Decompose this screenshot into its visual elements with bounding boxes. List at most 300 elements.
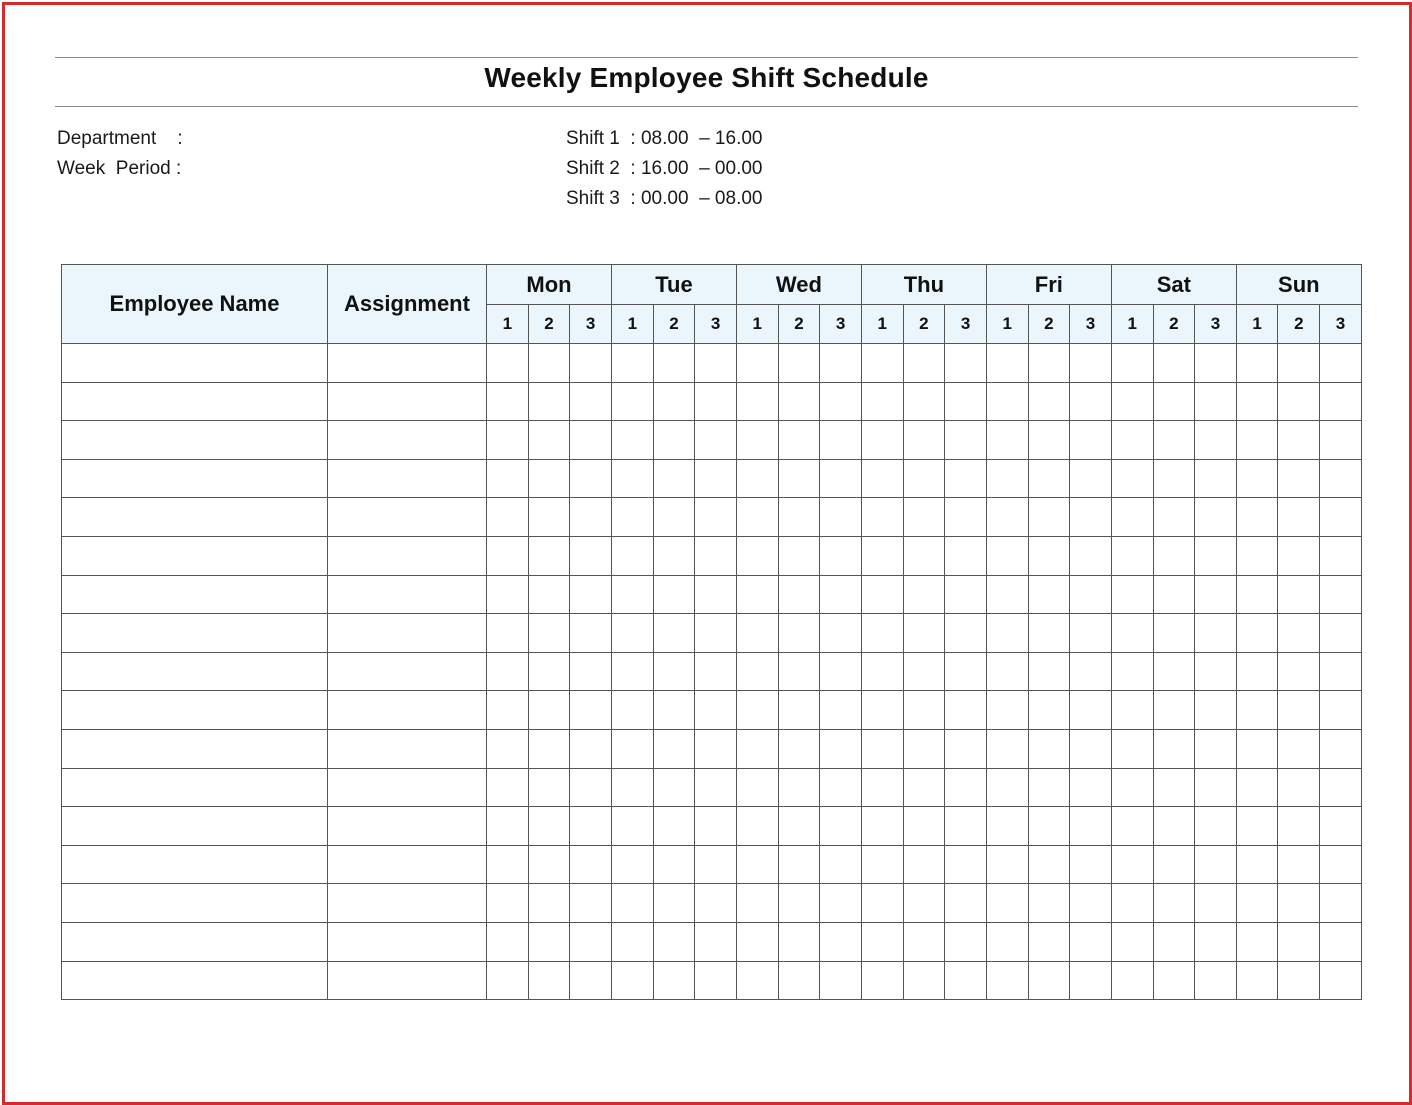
shift-cell[interactable] [487, 575, 529, 614]
shift-cell[interactable] [1111, 498, 1153, 537]
shift-cell[interactable] [611, 768, 653, 807]
shift-cell[interactable] [1028, 382, 1070, 421]
employee-name-cell[interactable] [62, 961, 328, 1000]
shift-cell[interactable] [528, 845, 570, 884]
shift-cell[interactable] [528, 961, 570, 1000]
employee-name-cell[interactable] [62, 421, 328, 460]
shift-cell[interactable] [778, 884, 820, 923]
shift-cell[interactable] [1028, 614, 1070, 653]
shift-cell[interactable] [570, 536, 612, 575]
shift-cell[interactable] [1028, 652, 1070, 691]
shift-cell[interactable] [570, 421, 612, 460]
assignment-cell[interactable] [328, 614, 487, 653]
shift-cell[interactable] [487, 344, 529, 383]
shift-cell[interactable] [487, 614, 529, 653]
shift-cell[interactable] [528, 459, 570, 498]
shift-cell[interactable] [1195, 459, 1237, 498]
shift-cell[interactable] [1320, 421, 1362, 460]
shift-cell[interactable] [778, 652, 820, 691]
shift-cell[interactable] [528, 768, 570, 807]
shift-cell[interactable] [487, 729, 529, 768]
shift-cell[interactable] [1320, 382, 1362, 421]
shift-cell[interactable] [986, 922, 1028, 961]
shift-cell[interactable] [861, 536, 903, 575]
shift-cell[interactable] [986, 382, 1028, 421]
shift-cell[interactable] [986, 845, 1028, 884]
shift-cell[interactable] [487, 768, 529, 807]
shift-cell[interactable] [1028, 884, 1070, 923]
shift-cell[interactable] [861, 961, 903, 1000]
employee-name-cell[interactable] [62, 922, 328, 961]
shift-cell[interactable] [1028, 459, 1070, 498]
shift-cell[interactable] [1320, 459, 1362, 498]
shift-cell[interactable] [570, 922, 612, 961]
assignment-cell[interactable] [328, 344, 487, 383]
shift-cell[interactable] [986, 614, 1028, 653]
shift-cell[interactable] [1070, 691, 1112, 730]
shift-cell[interactable] [736, 652, 778, 691]
shift-cell[interactable] [986, 691, 1028, 730]
shift-cell[interactable] [487, 845, 529, 884]
shift-cell[interactable] [1153, 807, 1195, 846]
shift-cell[interactable] [695, 961, 737, 1000]
shift-cell[interactable] [778, 344, 820, 383]
shift-cell[interactable] [903, 884, 945, 923]
shift-cell[interactable] [1070, 459, 1112, 498]
shift-cell[interactable] [611, 922, 653, 961]
shift-cell[interactable] [487, 652, 529, 691]
employee-name-cell[interactable] [62, 884, 328, 923]
shift-cell[interactable] [611, 575, 653, 614]
shift-cell[interactable] [778, 459, 820, 498]
shift-cell[interactable] [1320, 845, 1362, 884]
shift-cell[interactable] [778, 691, 820, 730]
shift-cell[interactable] [528, 382, 570, 421]
shift-cell[interactable] [861, 768, 903, 807]
shift-cell[interactable] [986, 344, 1028, 383]
shift-cell[interactable] [1236, 536, 1278, 575]
shift-cell[interactable] [1153, 845, 1195, 884]
shift-cell[interactable] [1195, 614, 1237, 653]
shift-cell[interactable] [1278, 768, 1320, 807]
shift-cell[interactable] [736, 614, 778, 653]
shift-cell[interactable] [903, 459, 945, 498]
shift-cell[interactable] [570, 884, 612, 923]
shift-cell[interactable] [1320, 729, 1362, 768]
shift-cell[interactable] [1195, 768, 1237, 807]
shift-cell[interactable] [1028, 807, 1070, 846]
shift-cell[interactable] [1111, 459, 1153, 498]
shift-cell[interactable] [945, 344, 987, 383]
shift-cell[interactable] [487, 961, 529, 1000]
shift-cell[interactable] [1111, 845, 1153, 884]
shift-cell[interactable] [820, 845, 862, 884]
shift-cell[interactable] [487, 459, 529, 498]
shift-cell[interactable] [1070, 652, 1112, 691]
shift-cell[interactable] [903, 382, 945, 421]
shift-cell[interactable] [611, 691, 653, 730]
shift-cell[interactable] [1070, 807, 1112, 846]
shift-cell[interactable] [1111, 421, 1153, 460]
shift-cell[interactable] [1320, 652, 1362, 691]
shift-cell[interactable] [1236, 729, 1278, 768]
shift-cell[interactable] [861, 729, 903, 768]
shift-cell[interactable] [986, 459, 1028, 498]
shift-cell[interactable] [903, 961, 945, 1000]
shift-cell[interactable] [778, 768, 820, 807]
shift-cell[interactable] [695, 691, 737, 730]
shift-cell[interactable] [695, 344, 737, 383]
shift-cell[interactable] [611, 536, 653, 575]
shift-cell[interactable] [570, 652, 612, 691]
shift-cell[interactable] [487, 498, 529, 537]
shift-cell[interactable] [611, 884, 653, 923]
employee-name-cell[interactable] [62, 807, 328, 846]
shift-cell[interactable] [945, 421, 987, 460]
shift-cell[interactable] [778, 536, 820, 575]
shift-cell[interactable] [861, 614, 903, 653]
shift-cell[interactable] [1153, 961, 1195, 1000]
shift-cell[interactable] [1195, 961, 1237, 1000]
shift-cell[interactable] [570, 459, 612, 498]
shift-cell[interactable] [611, 459, 653, 498]
shift-cell[interactable] [611, 807, 653, 846]
shift-cell[interactable] [820, 691, 862, 730]
shift-cell[interactable] [861, 807, 903, 846]
shift-cell[interactable] [695, 768, 737, 807]
shift-cell[interactable] [986, 498, 1028, 537]
shift-cell[interactable] [1070, 344, 1112, 383]
assignment-cell[interactable] [328, 729, 487, 768]
shift-cell[interactable] [528, 807, 570, 846]
shift-cell[interactable] [736, 729, 778, 768]
shift-cell[interactable] [778, 807, 820, 846]
shift-cell[interactable] [1070, 768, 1112, 807]
shift-cell[interactable] [653, 344, 695, 383]
shift-cell[interactable] [778, 382, 820, 421]
shift-cell[interactable] [820, 382, 862, 421]
shift-cell[interactable] [820, 807, 862, 846]
shift-cell[interactable] [1236, 922, 1278, 961]
shift-cell[interactable] [1028, 536, 1070, 575]
shift-cell[interactable] [820, 421, 862, 460]
shift-cell[interactable] [528, 536, 570, 575]
shift-cell[interactable] [903, 768, 945, 807]
shift-cell[interactable] [695, 922, 737, 961]
shift-cell[interactable] [1111, 884, 1153, 923]
shift-cell[interactable] [1153, 922, 1195, 961]
shift-cell[interactable] [903, 614, 945, 653]
shift-cell[interactable] [736, 845, 778, 884]
shift-cell[interactable] [903, 691, 945, 730]
shift-cell[interactable] [487, 382, 529, 421]
shift-cell[interactable] [528, 421, 570, 460]
shift-cell[interactable] [1236, 575, 1278, 614]
shift-cell[interactable] [1153, 382, 1195, 421]
shift-cell[interactable] [1111, 344, 1153, 383]
shift-cell[interactable] [570, 344, 612, 383]
shift-cell[interactable] [570, 691, 612, 730]
employee-name-cell[interactable] [62, 382, 328, 421]
shift-cell[interactable] [570, 845, 612, 884]
shift-cell[interactable] [1236, 652, 1278, 691]
shift-cell[interactable] [653, 382, 695, 421]
shift-cell[interactable] [653, 459, 695, 498]
shift-cell[interactable] [736, 344, 778, 383]
shift-cell[interactable] [1153, 884, 1195, 923]
shift-cell[interactable] [820, 652, 862, 691]
employee-name-cell[interactable] [62, 729, 328, 768]
shift-cell[interactable] [570, 768, 612, 807]
assignment-cell[interactable] [328, 922, 487, 961]
shift-cell[interactable] [736, 922, 778, 961]
shift-cell[interactable] [1195, 845, 1237, 884]
shift-cell[interactable] [903, 845, 945, 884]
shift-cell[interactable] [1320, 961, 1362, 1000]
shift-cell[interactable] [1153, 498, 1195, 537]
shift-cell[interactable] [570, 382, 612, 421]
shift-cell[interactable] [1153, 421, 1195, 460]
shift-cell[interactable] [1111, 961, 1153, 1000]
shift-cell[interactable] [778, 845, 820, 884]
shift-cell[interactable] [653, 807, 695, 846]
shift-cell[interactable] [611, 961, 653, 1000]
shift-cell[interactable] [1070, 498, 1112, 537]
shift-cell[interactable] [653, 922, 695, 961]
shift-cell[interactable] [861, 421, 903, 460]
shift-cell[interactable] [945, 691, 987, 730]
shift-cell[interactable] [1153, 652, 1195, 691]
shift-cell[interactable] [778, 961, 820, 1000]
shift-cell[interactable] [736, 459, 778, 498]
shift-cell[interactable] [945, 845, 987, 884]
shift-cell[interactable] [861, 884, 903, 923]
shift-cell[interactable] [695, 729, 737, 768]
shift-cell[interactable] [1320, 768, 1362, 807]
shift-cell[interactable] [653, 768, 695, 807]
shift-cell[interactable] [653, 614, 695, 653]
shift-cell[interactable] [861, 459, 903, 498]
employee-name-cell[interactable] [62, 614, 328, 653]
shift-cell[interactable] [1028, 575, 1070, 614]
shift-cell[interactable] [986, 575, 1028, 614]
shift-cell[interactable] [1070, 614, 1112, 653]
shift-cell[interactable] [1236, 421, 1278, 460]
shift-cell[interactable] [695, 382, 737, 421]
shift-cell[interactable] [1278, 575, 1320, 614]
shift-cell[interactable] [1195, 421, 1237, 460]
shift-cell[interactable] [1278, 652, 1320, 691]
shift-cell[interactable] [945, 807, 987, 846]
employee-name-cell[interactable] [62, 652, 328, 691]
shift-cell[interactable] [820, 922, 862, 961]
shift-cell[interactable] [903, 536, 945, 575]
shift-cell[interactable] [528, 922, 570, 961]
shift-cell[interactable] [1070, 382, 1112, 421]
shift-cell[interactable] [820, 961, 862, 1000]
shift-cell[interactable] [778, 922, 820, 961]
shift-cell[interactable] [1236, 961, 1278, 1000]
shift-cell[interactable] [1320, 498, 1362, 537]
shift-cell[interactable] [986, 884, 1028, 923]
shift-cell[interactable] [695, 498, 737, 537]
shift-cell[interactable] [653, 498, 695, 537]
shift-cell[interactable] [1278, 691, 1320, 730]
shift-cell[interactable] [528, 729, 570, 768]
shift-cell[interactable] [653, 961, 695, 1000]
assignment-cell[interactable] [328, 421, 487, 460]
shift-cell[interactable] [1195, 575, 1237, 614]
shift-cell[interactable] [778, 614, 820, 653]
shift-cell[interactable] [653, 575, 695, 614]
shift-cell[interactable] [487, 691, 529, 730]
shift-cell[interactable] [1278, 807, 1320, 846]
shift-cell[interactable] [611, 421, 653, 460]
shift-cell[interactable] [1320, 691, 1362, 730]
shift-cell[interactable] [1153, 459, 1195, 498]
shift-cell[interactable] [903, 807, 945, 846]
shift-cell[interactable] [820, 498, 862, 537]
shift-cell[interactable] [986, 961, 1028, 1000]
shift-cell[interactable] [1236, 498, 1278, 537]
shift-cell[interactable] [1028, 961, 1070, 1000]
shift-cell[interactable] [695, 421, 737, 460]
assignment-cell[interactable] [328, 575, 487, 614]
shift-cell[interactable] [736, 807, 778, 846]
shift-cell[interactable] [1236, 382, 1278, 421]
assignment-cell[interactable] [328, 961, 487, 1000]
shift-cell[interactable] [986, 536, 1028, 575]
shift-cell[interactable] [1070, 575, 1112, 614]
shift-cell[interactable] [570, 961, 612, 1000]
shift-cell[interactable] [570, 498, 612, 537]
shift-cell[interactable] [653, 729, 695, 768]
assignment-cell[interactable] [328, 382, 487, 421]
shift-cell[interactable] [820, 729, 862, 768]
shift-cell[interactable] [1111, 536, 1153, 575]
shift-cell[interactable] [1278, 344, 1320, 383]
shift-cell[interactable] [653, 652, 695, 691]
shift-cell[interactable] [861, 344, 903, 383]
shift-cell[interactable] [903, 922, 945, 961]
shift-cell[interactable] [528, 691, 570, 730]
shift-cell[interactable] [903, 729, 945, 768]
shift-cell[interactable] [1236, 807, 1278, 846]
shift-cell[interactable] [1028, 344, 1070, 383]
shift-cell[interactable] [653, 691, 695, 730]
shift-cell[interactable] [1195, 884, 1237, 923]
shift-cell[interactable] [945, 884, 987, 923]
shift-cell[interactable] [736, 575, 778, 614]
shift-cell[interactable] [1195, 922, 1237, 961]
employee-name-cell[interactable] [62, 768, 328, 807]
shift-cell[interactable] [528, 614, 570, 653]
shift-cell[interactable] [1278, 421, 1320, 460]
shift-cell[interactable] [1153, 729, 1195, 768]
shift-cell[interactable] [1111, 691, 1153, 730]
shift-cell[interactable] [611, 344, 653, 383]
shift-cell[interactable] [611, 498, 653, 537]
shift-cell[interactable] [778, 729, 820, 768]
shift-cell[interactable] [1153, 344, 1195, 383]
shift-cell[interactable] [695, 807, 737, 846]
shift-cell[interactable] [778, 498, 820, 537]
shift-cell[interactable] [1070, 536, 1112, 575]
shift-cell[interactable] [1320, 922, 1362, 961]
employee-name-cell[interactable] [62, 575, 328, 614]
shift-cell[interactable] [1278, 459, 1320, 498]
shift-cell[interactable] [1278, 536, 1320, 575]
shift-cell[interactable] [528, 344, 570, 383]
shift-cell[interactable] [653, 536, 695, 575]
shift-cell[interactable] [820, 614, 862, 653]
shift-cell[interactable] [903, 421, 945, 460]
shift-cell[interactable] [736, 382, 778, 421]
shift-cell[interactable] [736, 884, 778, 923]
shift-cell[interactable] [1070, 922, 1112, 961]
shift-cell[interactable] [695, 884, 737, 923]
employee-name-cell[interactable] [62, 498, 328, 537]
shift-cell[interactable] [487, 884, 529, 923]
employee-name-cell[interactable] [62, 459, 328, 498]
shift-cell[interactable] [1320, 884, 1362, 923]
shift-cell[interactable] [1111, 768, 1153, 807]
shift-cell[interactable] [570, 575, 612, 614]
shift-cell[interactable] [1278, 729, 1320, 768]
shift-cell[interactable] [1320, 807, 1362, 846]
shift-cell[interactable] [653, 421, 695, 460]
shift-cell[interactable] [611, 845, 653, 884]
shift-cell[interactable] [1028, 498, 1070, 537]
shift-cell[interactable] [1028, 845, 1070, 884]
shift-cell[interactable] [1111, 922, 1153, 961]
assignment-cell[interactable] [328, 652, 487, 691]
shift-cell[interactable] [695, 845, 737, 884]
shift-cell[interactable] [736, 961, 778, 1000]
assignment-cell[interactable] [328, 845, 487, 884]
assignment-cell[interactable] [328, 691, 487, 730]
shift-cell[interactable] [1278, 614, 1320, 653]
shift-cell[interactable] [1236, 344, 1278, 383]
shift-cell[interactable] [1278, 845, 1320, 884]
shift-cell[interactable] [1153, 614, 1195, 653]
shift-cell[interactable] [1320, 614, 1362, 653]
shift-cell[interactable] [1236, 884, 1278, 923]
shift-cell[interactable] [1320, 575, 1362, 614]
shift-cell[interactable] [1111, 575, 1153, 614]
shift-cell[interactable] [820, 536, 862, 575]
shift-cell[interactable] [736, 691, 778, 730]
shift-cell[interactable] [528, 498, 570, 537]
shift-cell[interactable] [1278, 382, 1320, 421]
shift-cell[interactable] [861, 652, 903, 691]
assignment-cell[interactable] [328, 884, 487, 923]
shift-cell[interactable] [1236, 614, 1278, 653]
shift-cell[interactable] [861, 845, 903, 884]
shift-cell[interactable] [945, 768, 987, 807]
shift-cell[interactable] [986, 652, 1028, 691]
shift-cell[interactable] [945, 575, 987, 614]
shift-cell[interactable] [1153, 536, 1195, 575]
shift-cell[interactable] [986, 807, 1028, 846]
shift-cell[interactable] [861, 382, 903, 421]
shift-cell[interactable] [1195, 344, 1237, 383]
shift-cell[interactable] [903, 652, 945, 691]
shift-cell[interactable] [945, 652, 987, 691]
shift-cell[interactable] [1111, 614, 1153, 653]
shift-cell[interactable] [1070, 421, 1112, 460]
shift-cell[interactable] [1278, 498, 1320, 537]
